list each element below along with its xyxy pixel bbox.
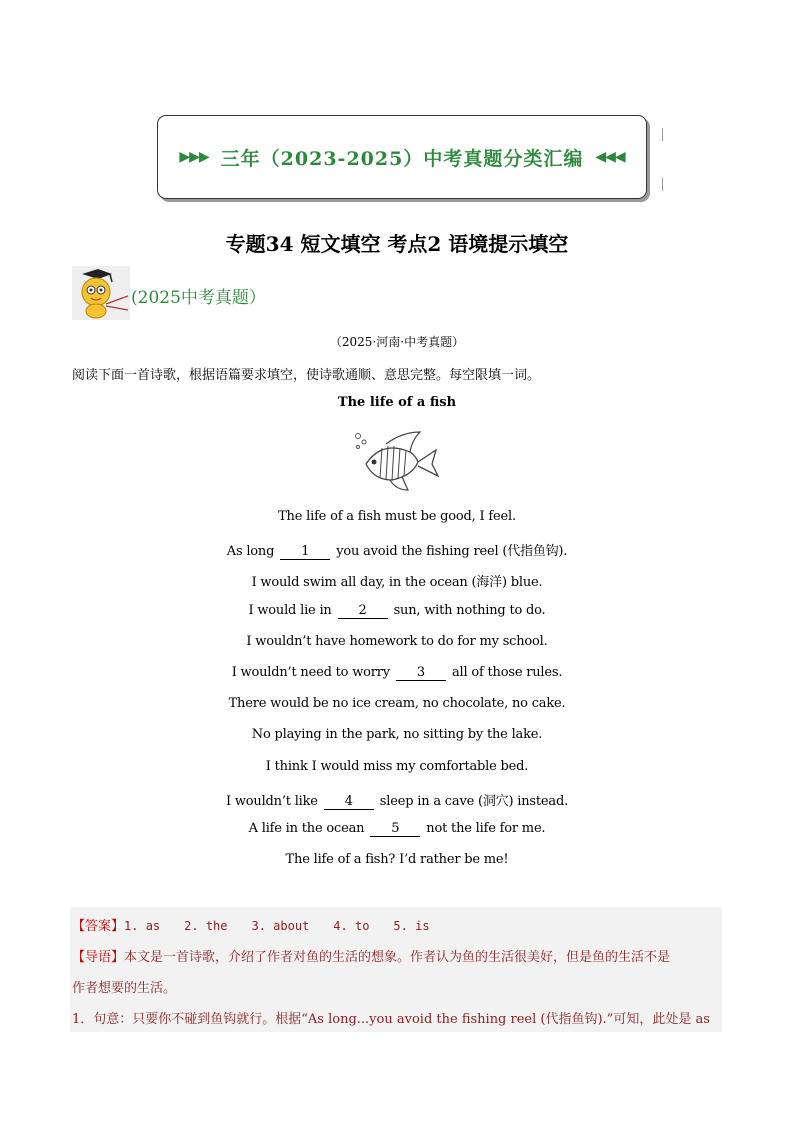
poem-line <box>0 571 794 590</box>
fill-blank[interactable]: 3 <box>396 666 446 681</box>
answer-item: 4. to <box>333 919 370 933</box>
guide-line <box>72 946 720 965</box>
arrows-left-icon: ▶▶▶ <box>179 149 209 165</box>
mascot-icon <box>72 266 130 320</box>
fill-blank[interactable]: 5 <box>370 822 420 837</box>
banner-decor-line <box>662 128 663 141</box>
poem-line-text: I wouldn’t need to worry <box>231 665 390 680</box>
fill-blank[interactable]: 1 <box>280 545 330 560</box>
explanation-line: 1．句意：只要你不碰到鱼钩就行。根据“As long...you avoid the fishing reel (代指鱼钩).”可知，此处是 as <box>72 1012 710 1027</box>
guide-text: 本文是一首诗歌，介绍了作者对鱼的生活的想象。作者认为鱼的生活很美好，但是鱼的生活不是 <box>124 950 671 965</box>
poem-line <box>0 759 794 774</box>
poem-line-text: you avoid the fishing reel (代指鱼钩). <box>336 544 568 560</box>
poem-line-text: A life in the ocean <box>248 821 365 836</box>
poem-line <box>0 821 794 837</box>
poem-line-text: As long <box>226 544 275 560</box>
answer-line <box>72 915 720 934</box>
poem-line-text: I wouldn’t like <box>225 793 318 809</box>
poem-line-text: There would be no ice cream, no chocolate, no cake. <box>228 696 566 712</box>
fill-blank[interactable]: 4 <box>324 795 374 810</box>
poem-line-text: No playing in the park, no sitting by the lake. <box>251 727 543 743</box>
arrows-right-icon: ◀◀◀ <box>595 149 625 165</box>
answer-tag: 【答案】 <box>72 919 125 934</box>
poem-line-text: I wouldn’t have homework to do for my school. <box>246 633 548 649</box>
poem-line <box>0 509 794 524</box>
answer-item: 5. is <box>393 919 430 933</box>
poem-title: The life of a fish <box>337 395 457 410</box>
section-heading: (2025中考真题） <box>131 288 266 308</box>
poem-line <box>0 790 794 810</box>
title-banner <box>157 115 647 199</box>
poem-line-text: sleep in a cave (洞穴) instead. <box>379 793 569 809</box>
answer-item: 3. about <box>251 919 310 933</box>
banner-text: 三年（2023-2025）中考真题分类汇编 <box>220 147 584 170</box>
answer-item: 1. as <box>124 919 161 933</box>
poem-line <box>0 852 794 867</box>
instruction-text: 阅读下面一首诗歌，根据语篇要求填空，使诗歌通顺、意思完整。每空限填一词。 <box>72 368 541 383</box>
guide-tag: 【导语】 <box>72 950 125 965</box>
poem-line-text: sun, with nothing to do. <box>393 602 546 618</box>
poem-line <box>0 603 794 619</box>
page-title: 专题34 短文填空 考点2 语境提示填空 <box>225 232 569 256</box>
answer-item: 2. the <box>184 919 228 933</box>
poem-line-text: The life of a fish? I’d rather be me! <box>285 852 509 868</box>
poem-line <box>0 634 794 649</box>
fish-illustration-icon <box>352 430 440 492</box>
poem-line <box>0 696 794 711</box>
poem-line <box>0 540 794 560</box>
poem-line-text: The life of a fish must be good, I feel. <box>278 509 516 524</box>
poem-line-text: not the life for me. <box>426 821 546 836</box>
guide-line-2: 作者想要的生活。 <box>72 981 177 996</box>
poem-line <box>0 727 794 742</box>
poem-line-text: all of those rules. <box>451 665 563 680</box>
banner-decor-line <box>662 178 663 191</box>
poem-line-text: I would lie in <box>248 602 332 618</box>
poem-line-text: I think I would miss my comfortable bed. <box>265 758 529 774</box>
poem-line-text: I would swim all day, in the ocean (海洋) blue. <box>251 575 543 591</box>
question-source: （2025·河南·中考真题） <box>329 335 465 349</box>
poem-line <box>0 665 794 681</box>
fill-blank[interactable]: 2 <box>338 604 388 619</box>
